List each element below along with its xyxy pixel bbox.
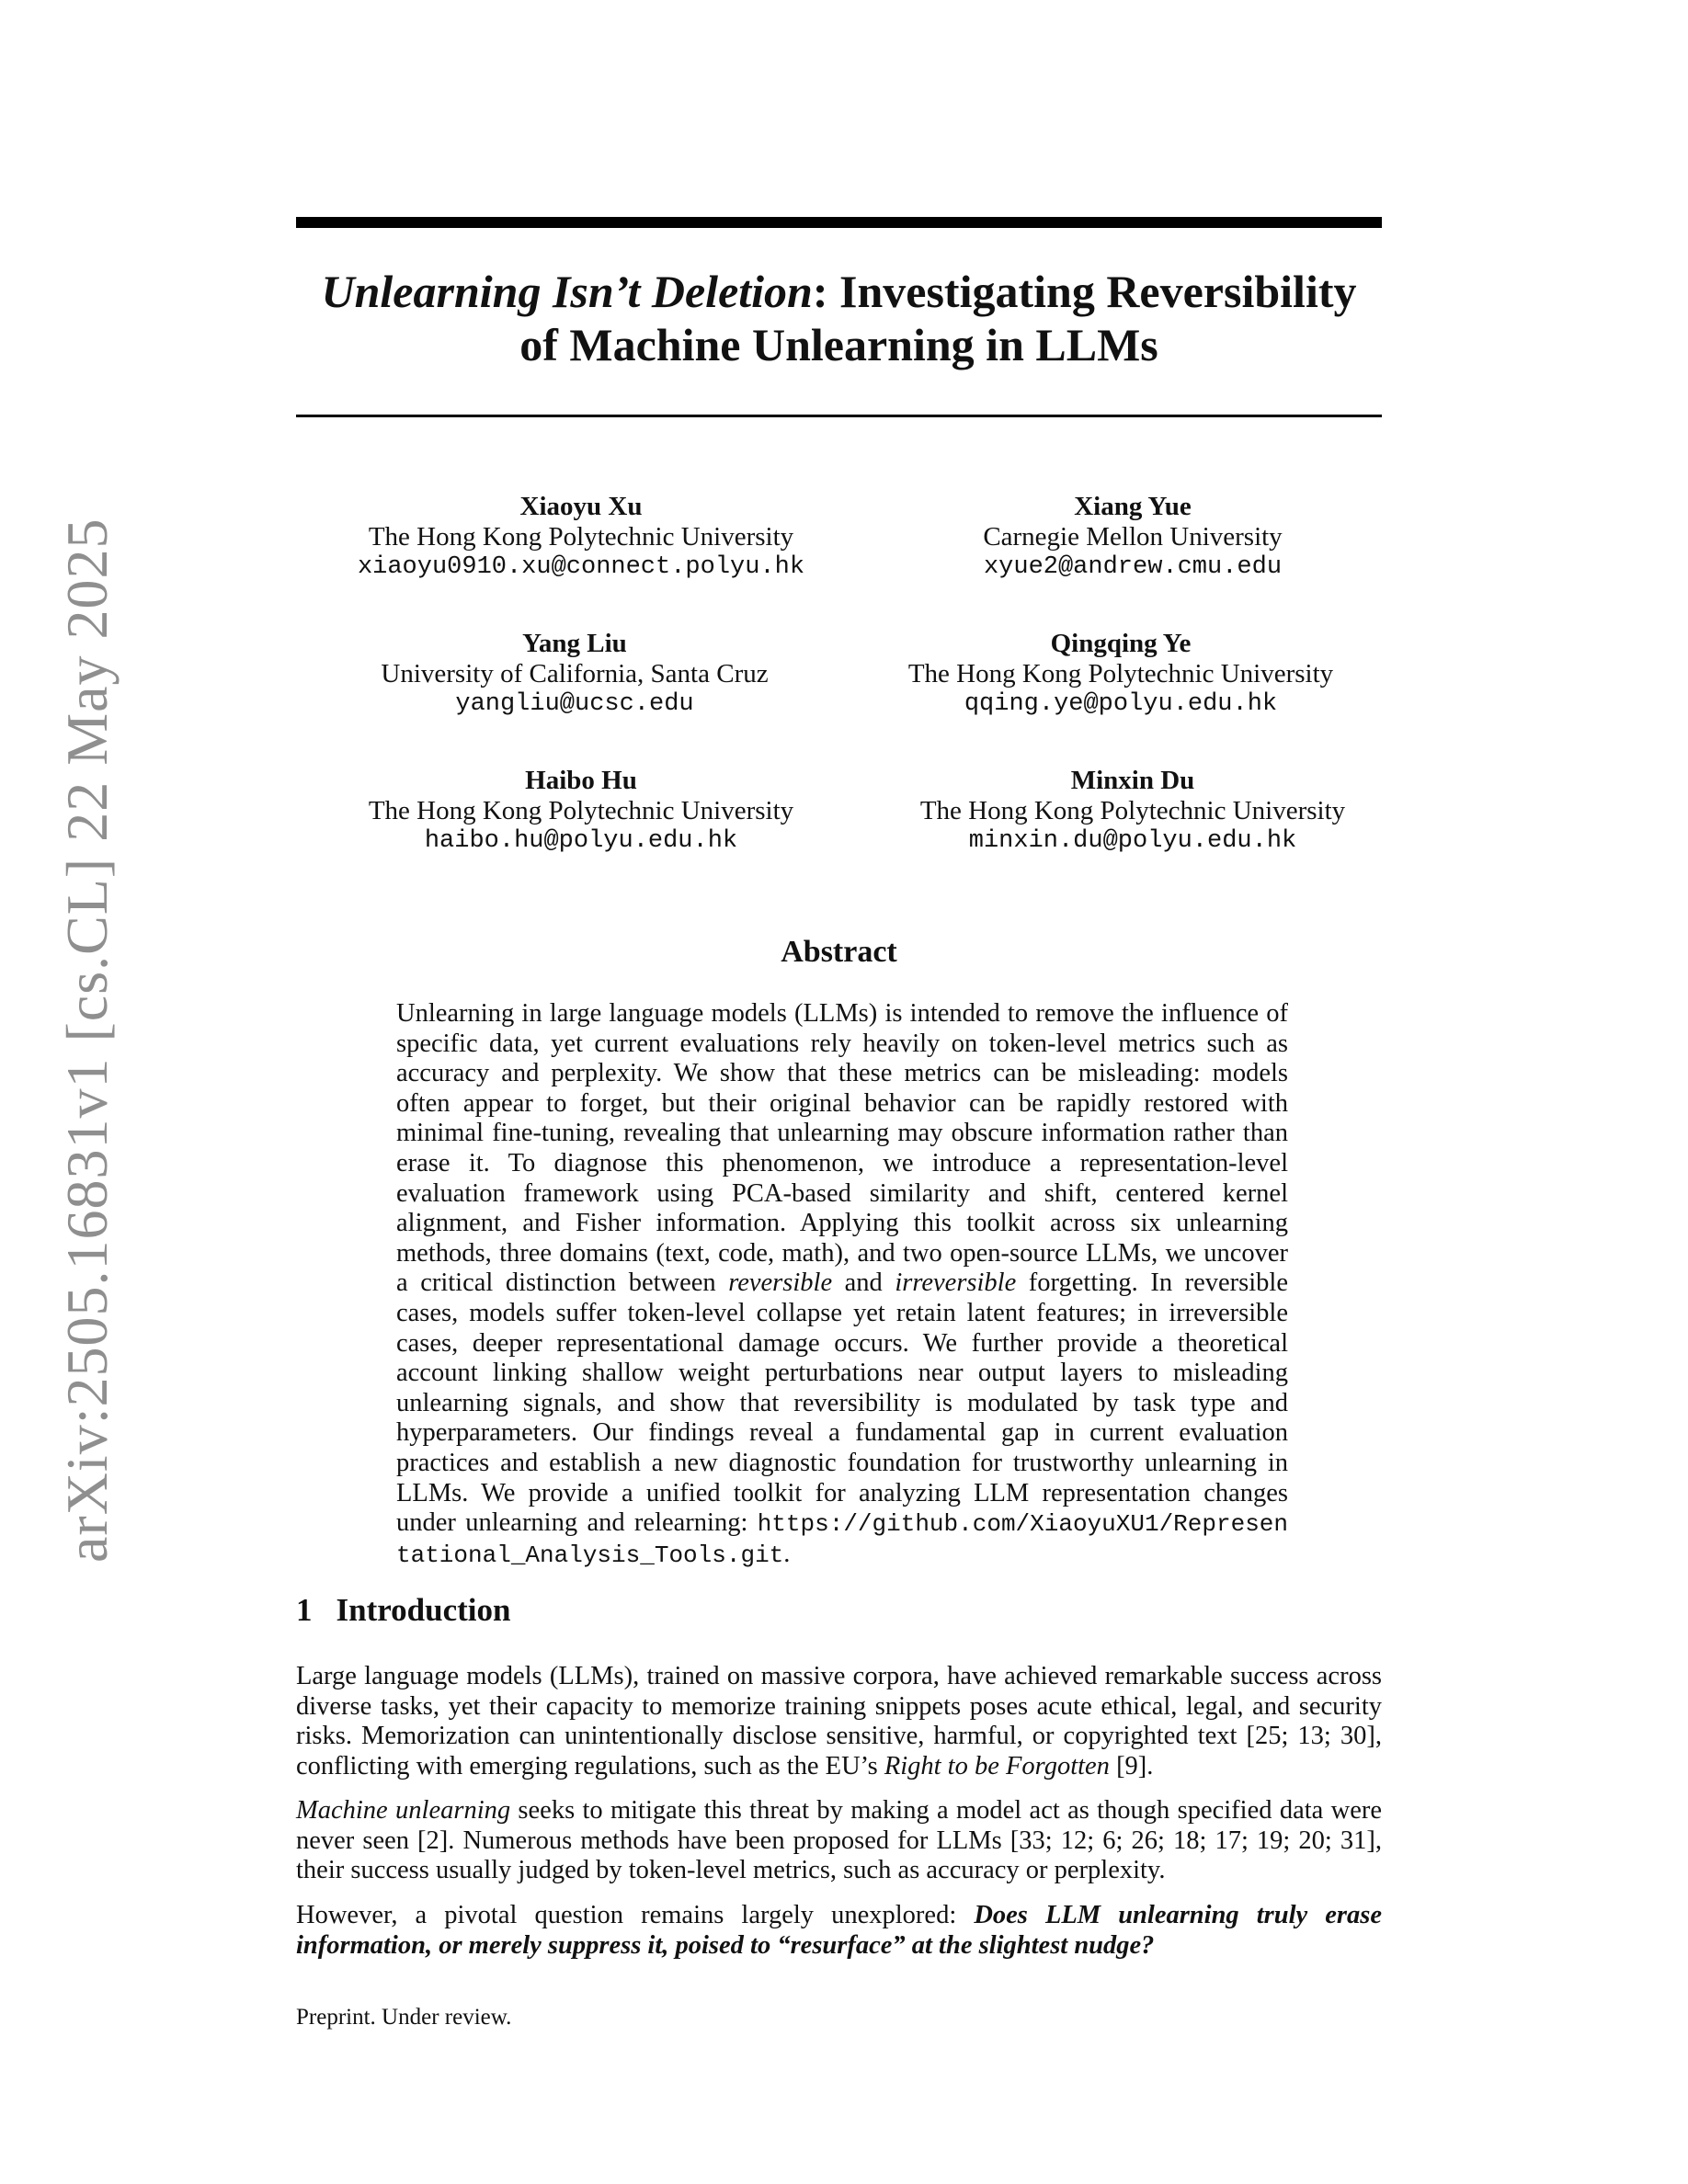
section-title: Introduction [336,1592,511,1628]
author-name: Xiaoyu Xu [519,492,643,521]
author-block [827,629,1415,720]
arxiv-identifier: arXiv:2505.16831v1 [cs.CL] 22 May 2025 [54,518,120,1563]
paragraph-text: Large language models (LLMs), trained on massive corpora, have achieved remarkable success across diverse tasks, yet their capacity to memorize training snippets poses acute ethical, legal, and security risks. Memorization can unintentionally disclose sensitive, harmful, or copyrighted text [25; 13; 30], conflicting with emerging regulations, such as the EU’s [296,1662,1382,1780]
section-number: 1 [296,1592,313,1628]
author-block [838,492,1427,583]
author-email[interactable]: yangliu@ucsc.edu [455,690,694,718]
author-name: Qingqing Ye [1050,629,1192,658]
author-email[interactable]: haibo.hu@polyu.edu.hk [424,827,738,855]
footer-note: Preprint. Under review. [296,2005,512,2030]
research-question: Does LLM unlearning truly erase information, or merely suppress it, poised to “resurface” at the slightest nudge? [296,1901,1382,1960]
paragraph-text: seeks to mitigate this threat by making a model act as though specified data were never seen [2]. Numerous methods have been proposed for LLMs [33; 12; 6; 26; 18; 17; 19; 20; 31], their success usually judged by token-level metrics, such as accuracy or perplexity. [296,1796,1382,1885]
abstract-text: forgetting. In reversible cases, models suffer token-level collapse yet retain latent features; in irreversible cases, deeper representational damage occurs. We further provide a theoretical account linking shallow weight perturbations near output layers to misleading unlearning signals, and show that reversibility is modulated by task type and hyperparameters. Our findings reveal a fundamental gap in current evaluation practices and establish a new diagnostic foundation for trustworthy unlearning in LLMs. We provide a unified toolkit for analyzing LLM representation changes under unlearning and relearning: [396,1268,1288,1538]
author-email[interactable]: qqing.ye@polyu.edu.hk [964,690,1278,718]
body-paragraph [296,1796,1382,1886]
author-block [287,492,875,583]
author-affiliation: Carnegie Mellon University [983,522,1283,552]
paper-title [296,265,1382,371]
paragraph-text: However, a pivotal question remains largely unexplored: [296,1901,975,1929]
abstract-text: and [832,1268,895,1298]
author-affiliation: The Hong Kong Polytechnic University [368,522,794,552]
body-paragraph [296,1901,1382,1961]
title-top-rule [296,217,1382,228]
paragraph-emphasis: Right to be Forgotten [884,1751,1110,1780]
author-email[interactable]: xyue2@andrew.cmu.edu [983,553,1283,581]
title-line1-rest: : Investigating Reversibility [812,266,1357,317]
title-bottom-rule [296,415,1382,417]
paragraph-text: [9]. [1109,1751,1154,1780]
author-block [287,766,875,857]
author-email[interactable]: xiaoyu0910.xu@connect.polyu.hk [357,553,805,581]
abstract-body [396,999,1288,1570]
author-affiliation: The Hong Kong Polytechnic University [368,796,794,825]
title-italic-part: Unlearning Isn’t Deletion [321,266,813,317]
author-name: Haibo Hu [525,766,637,795]
section-heading [296,1592,510,1629]
abstract-emphasis: reversible [728,1268,833,1298]
author-affiliation: University of California, Santa Cruz [381,659,769,688]
author-name: Xiang Yue [1074,492,1192,521]
abstract-emphasis: irreversible [895,1268,1017,1298]
abstract-heading: Abstract [781,935,897,969]
author-email[interactable]: minxin.du@polyu.edu.hk [968,827,1297,855]
author-name: Minxin Du [1070,766,1195,795]
paragraph-emphasis: Machine unlearning [296,1796,511,1825]
author-block [280,629,869,720]
author-name: Yang Liu [522,629,627,658]
abstract-text: Unlearning in large language models (LLMs) is intended to remove the influence of specific data, yet current evaluations rely heavily on token-level metrics such as accuracy and perplexity. We show that these metrics can be misleading: models often appear to forget, but their original behavior can be rapidly restored with minimal fine-tuning, revealing that unlearning may obscure information rather than erase it. To diagnose this phenomenon, we introduce a representation-level evaluation framework using PCA-based similarity and shift, centered kernel alignment, and Fisher information. Applying this toolkit across six unlearning methods, three domains (text, code, math), and two open-source LLMs, we uncover a critical distinction between [396,999,1288,1298]
author-affiliation: The Hong Kong Polytechnic University [919,796,1346,825]
title-line2: of Machine Unlearning in LLMs [519,319,1158,370]
toolkit-url-link[interactable]: https://github.com/XiaoyuXU1/Representational_Analysis_Tools.git [396,1510,1288,1569]
author-affiliation: The Hong Kong Polytechnic University [907,659,1334,688]
body-paragraph [296,1662,1382,1781]
author-block [838,766,1427,857]
abstract-text: . [783,1539,791,1568]
